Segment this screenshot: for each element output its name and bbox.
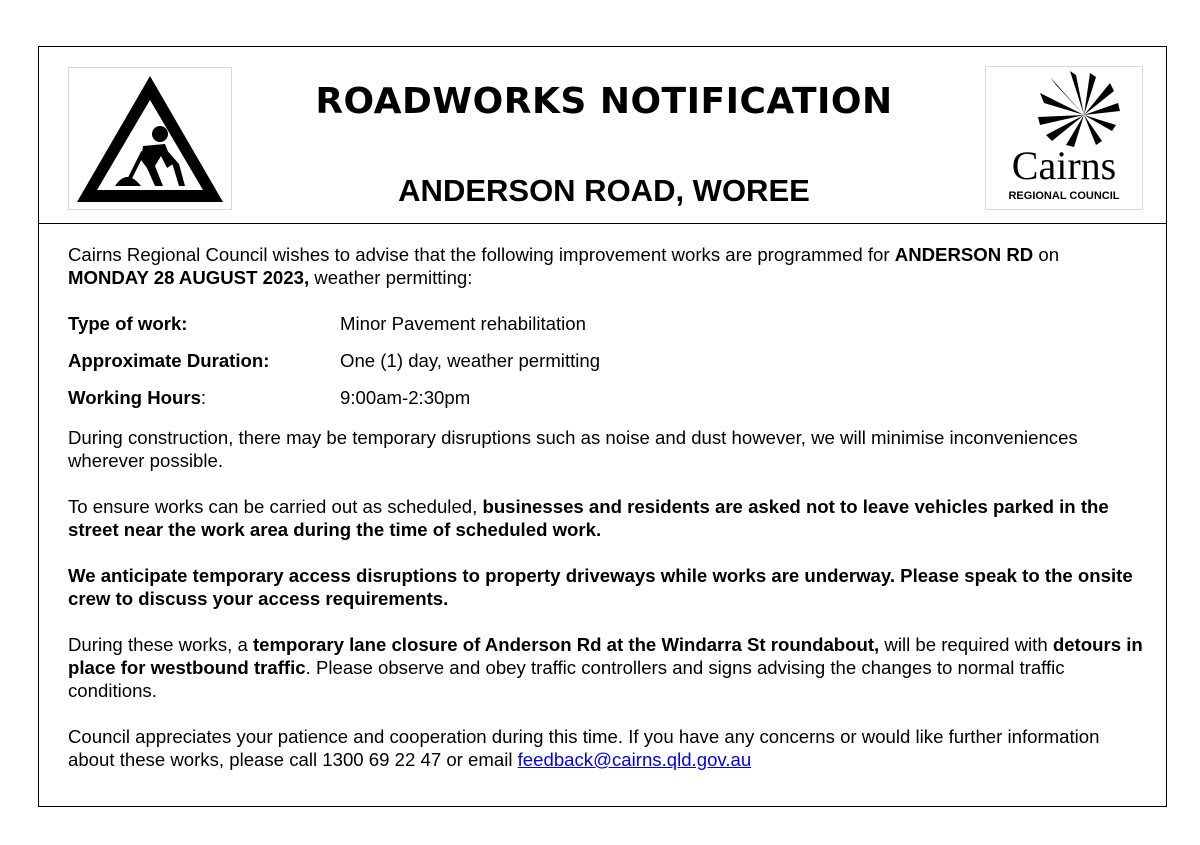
page-title: ROADWORKS NOTIFICATION (315, 81, 893, 122)
parking-paragraph: To ensure works can be carried out as scheduled, businesses and residents are asked not to leave vehicles parked in the street near the work area during the time of scheduled work. (68, 496, 1109, 540)
cairns-logo (985, 66, 1143, 210)
intro-paragraph: Cairns Regional Council wishes to advise that the following improvement works are programmed for ANDERSON RD on MONDAY 28 AUGUST 2023, weather permitting: (68, 244, 1060, 288)
feedback-email-link[interactable]: feedback@cairns.qld.gov.au (517, 749, 752, 770)
detail-row-type (68, 312, 1143, 349)
notice-body (68, 243, 1143, 771)
detail-label: Working Hours (68, 387, 201, 408)
works-date: MONDAY 28 AUGUST 2023, (68, 267, 310, 288)
detail-value: One (1) day, weather permitting (340, 350, 601, 371)
logo-tagline: REGIONAL COUNCIL (1008, 190, 1120, 202)
detail-value: Minor Pavement rehabilitation (340, 313, 586, 334)
road-subtitle: ANDERSON ROAD, WOREE (398, 173, 810, 208)
cairns-logo-graphic (986, 67, 1142, 209)
logo-word: Cairns (1011, 143, 1117, 188)
detail-row-hours: Working Hours: 9:00am-2:30pm (68, 386, 1143, 423)
detail-label: Approximate Duration: (68, 350, 270, 371)
closure-paragraph: During these works, a temporary lane closure of Anderson Rd at the Windarra St roundabout, will be required with detours in place for westbound traffic. Please observe and obey traffic controllers and signs advising the changes to normal traffic conditions. (68, 634, 1143, 701)
contact-paragraph: Council appreciates your patience and cooperation during this time. If you have any concerns or would like further information about these works, please call 1300 69 22 47 or email feedback@cairns.qld.gov.au (68, 726, 1100, 770)
access-paragraph: We anticipate temporary access disruptions to property driveways while works are underway. Please speak to the onsite crew to discuss your access requirements. (68, 565, 1133, 609)
roadworks-sign-icon (68, 67, 232, 210)
detail-value: 9:00am-2:30pm (340, 387, 471, 408)
disruptions-paragraph: During construction, there may be temporary disruptions such as noise and dust however, we will minimise inconveniences wherever possible. (68, 427, 1078, 471)
notice-header (39, 47, 1166, 224)
detail-label: Type of work: (68, 313, 188, 334)
notice-frame (38, 46, 1167, 807)
road-name: ANDERSON RD (894, 244, 1034, 265)
detail-row-duration (68, 349, 1143, 386)
